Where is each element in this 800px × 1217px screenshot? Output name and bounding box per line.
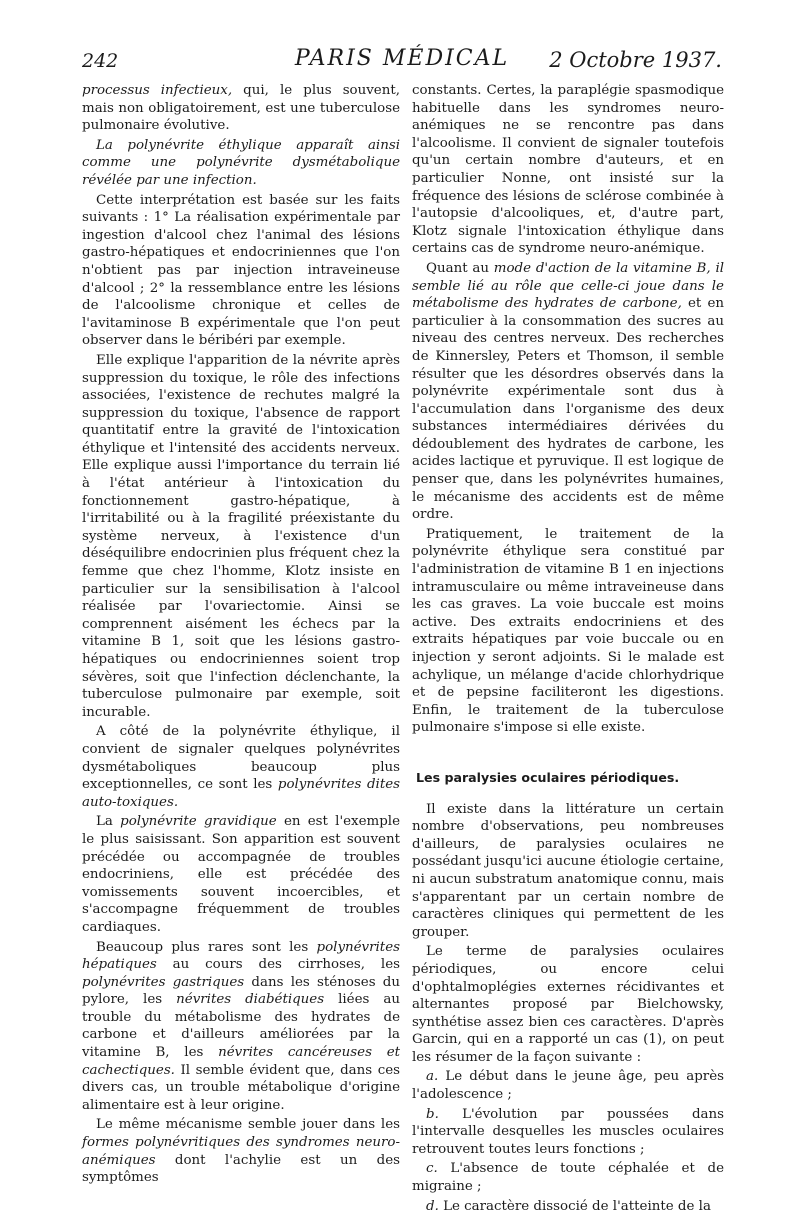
paragraph: Quant au mode d'action de la vitamine B, il semble lié au rôle que celle-ci joue dans le métabolisme des hydrates de carbone, et en particulier à la consommation des sucres au niveau des centres nerveux. Des recherches de Kinnersley, Peters et Thomson, il semble résulter que les désordres observés dans la polynévrite expérimentale sont dus à l'accumulation dans l'organisme des deux substances intermédiaires dérivées du dédoublement des hydrates de carbone, les acides lactique et pyruvique. Il est logique de penser que, dans les polynévrites humaines, le mécanisme des accidents est de même ordre. [412, 260, 725, 523]
list-item: d. Le caractère dissocié de l'atteinte de la [426, 1198, 711, 1214]
paragraph: Pratiquement, le traitement de la polynévrite éthylique sera constitué par l'administration de vitamine B 1 en injections intramusculaire ou même intraveineuse dans les cas graves. La voie buccale est moins active. Des extraits endocriniens et des extraits hépatiques par voie buccale ou en injection y seront adjoints. Si le malade est achylique, un mélange d'acide chlorhydrique et de pepsine faciliteront les digestions. Enfin, le traitement de la tuberculose pulmonaire s'impose si elle existe. [412, 526, 724, 736]
paragraph: La polynévrite gravidique en est l'exemple le plus saisissant. Son apparition est souvent précédée ou accompagnée de troubles endocriniens, elle est précédée des vomissements souvent incoercibles, et s'accompagne fréquemment de troubles cardiaques. [82, 814, 401, 935]
paragraph [82, 137, 400, 190]
page-header [82, 44, 722, 78]
paragraph: Le terme de paralysies oculaires périodiques, ou encore celui d'ophtalmoplégies externes récidivantes et alternantes proposé par Bielchowsky, synthétise assez bien ces caractères. D'après Garcin, qui en a rapporté un cas (1), on peut les résumer de la façon suivante : [412, 944, 724, 1065]
italic-text: polynévrites dites auto-toxiques. [82, 777, 400, 810]
journal-title: PARIS MÉDICAL [294, 46, 510, 71]
item-label: b. [426, 1106, 439, 1122]
italic-text: formes polynévritiques des syndromes neuro-anémiques [82, 1135, 400, 1168]
italic-text: polynévrites gastriques [82, 974, 245, 990]
paragraph: Le même mécanisme semble jouer dans les formes polynévritiques des syndromes neuro-anémiques dont l'achylie est un des symptômes [82, 1117, 400, 1186]
italic-text: processus infectieux, [82, 83, 233, 98]
paragraph: Elle explique l'apparition de la névrite après suppression du toxique, le rôle des infections associées, l'existence de rechutes malgré la suppression du toxique, l'absence de rapport quantitatif entre la gravité de l'intoxication éthylique et l'intensité des accidents nerveux. Elle explique aussi l'importance du terrain lié à l'état antérieur à l'intoxication du fonctionnement gastro-hépatique, à l'irritabilité ou à la fragilité préexistante du système nerveux, à l'existence d'un déséquilibre endocrinien plus fréquent chez la femme que chez l'homme, Klotz insiste en particulier sur la sensibilisation à l'alcool réalisée par l'ovariectomie. Ainsi se comprennent aisément les échecs par la vitamine B 1, soit que les lésions gastro-hépatiques ou endocriniennes soient trop sévères, soit que l'infection déclenchante, la tuberculose pulmonaire par exemple, soit incurable. [82, 352, 400, 720]
paragraph: constants. Certes, la paraplégie spasmodique habituelle dans les syndromes neuro-anémiques ne se rencontre pas dans l'alcoolisme. Il convient de signaler toutefois qu'un certain nombre d'auteurs, et en particulier Nonne, ont insisté sur la fréquence des lésions de sclérose combinée à l'autopsie d'alcooliques, et, d'autre part, Klotz signale l'intoxication éthylique dans certains cas de syndrome neuro-anémique. [412, 83, 724, 257]
item-label: c. [426, 1161, 438, 1177]
list-item: a. Le début dans le jeune âge, peu après l'adolescence ; [412, 1069, 724, 1103]
italic-text: mode d'action de la vitamine B, il semble lié au rôle que celle-ci joue dans le métabolisme des hydrates de carbone, [412, 260, 725, 312]
italic-text: névrites diabétiques [176, 992, 325, 1008]
page-number: 242 [82, 50, 119, 72]
list-item: c. L'absence de toute céphalée et de migraine ; [412, 1161, 724, 1195]
left-column [82, 82, 400, 1189]
section-heading: Les paralysies oculaires périodiques. [416, 769, 680, 785]
italic-text: névrites cancéreuses et cachectiques. [82, 1045, 400, 1078]
list-item: b. L'évolution par poussées dans l'intervalle desquelles les muscles oculaires retrouvent toutes leurs fonctions ; [412, 1106, 724, 1157]
paragraph: A côté de la polynévrite éthylique, il convient de signaler quelques polynévrites dysmétaboliques beaucoup plus exceptionnelles, ce sont les polynévrites dites auto-toxiques. [82, 724, 400, 810]
paragraph: Cette interprétation est basée sur les faits suivants : 1° La réalisation expérimentale par ingestion d'alcool chez l'animal des lésions gastro-hépatiques et endocriniennes que l'on n'obtient pas par injection intraveineuse d'alcool ; 2° la ressemblance entre les lésions de l'alcoolisme chronique et celles de l'avitaminose B expérimentale que l'on peut observer dans le béribéri par exemple. [82, 192, 400, 349]
paragraph: Beaucoup plus rares sont les polynévrites hépatiques au cours des cirrhoses, les polynévrites gastriques dans les sténoses du pylore, les névrites diabétiques liées au trouble du métabolisme des hydrates de carbone et d'ailleurs améliorées par la vitamine B, les névrites cancéreuses et cachectiques. Il semble évident que, dans ces divers cas, un trouble métabolique d'origine alimentaire est à leur origine. [82, 939, 400, 1113]
right-column [412, 82, 724, 1217]
italic-text: La polynévrite éthylique apparaît ainsi comme une polynévrite dysmétabolique révélée par une infection. [82, 137, 400, 188]
paragraph-text: qui, le plus souvent, mais non obligatoirement, est une tuberculose pulmonaire évolutive. [82, 83, 400, 134]
item-label: d. [426, 1198, 439, 1214]
paragraph [82, 82, 400, 135]
issue-date: 2 Octobre 1937. [549, 48, 722, 72]
item-label: a. [426, 1069, 439, 1085]
paragraph: Il existe dans la littérature un certain nombre d'observations, peu nombreuses d'ailleurs, de paralysies oculaires ne possédant jusqu'ici aucune étiologie certaine, ni aucun substratum anatomique connu, mais s'apparentant par un certain nombre de caractères cliniques qui permettent de les grouper. [412, 801, 724, 940]
italic-text: polynévrites hépatiques [82, 939, 400, 973]
italic-text: polynévrite gravidique [120, 814, 277, 830]
